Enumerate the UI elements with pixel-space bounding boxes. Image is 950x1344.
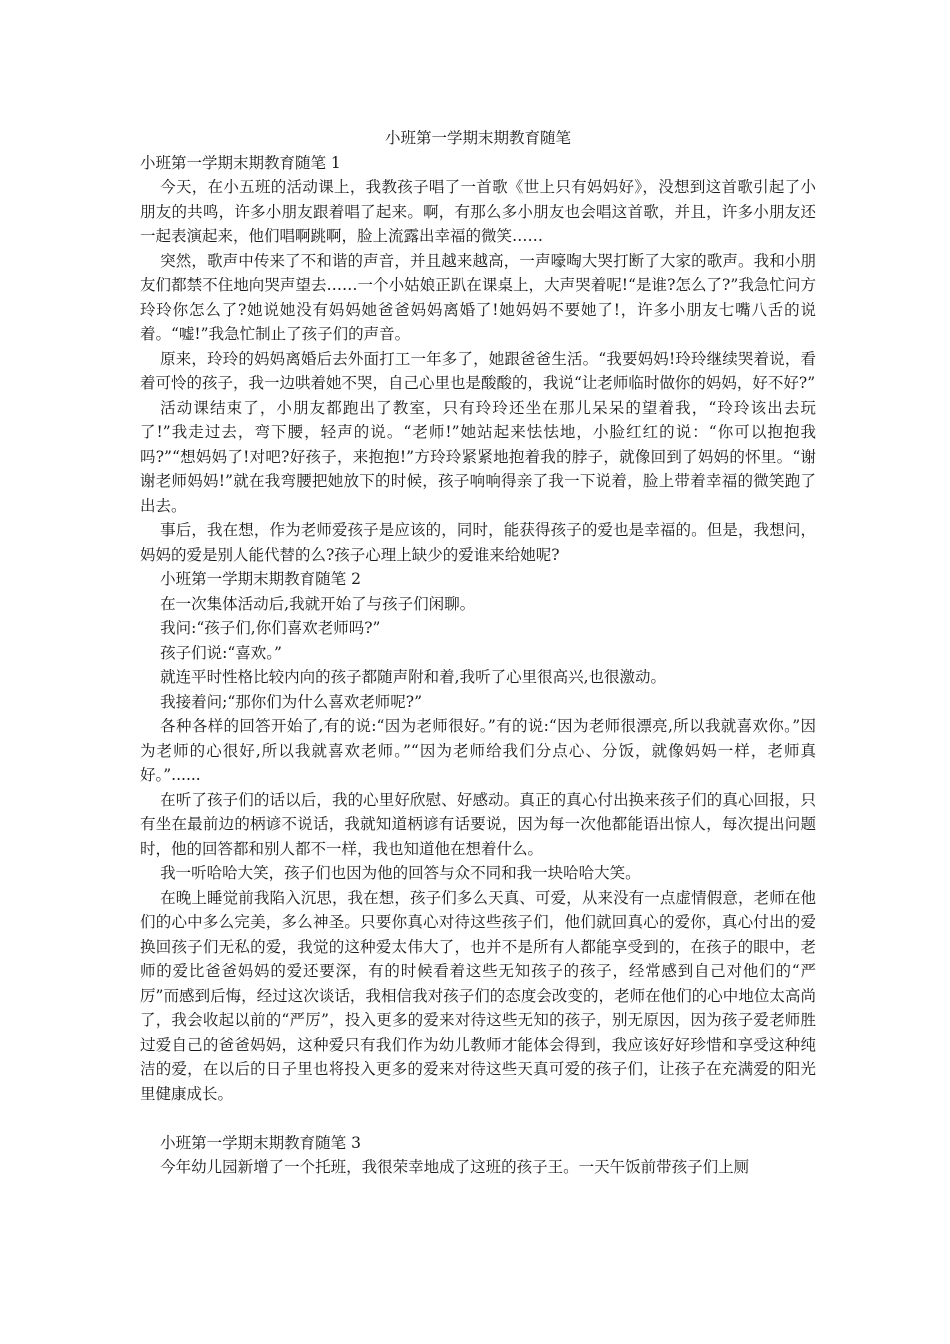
section-2-paragraph: 在听了孩子们的话以后，我的心里好欣慰、好感动。真正的真心付出换来孩子们的真心回报，只有坐在最前边的柄谚不说话，我就知道柄谚有话要说，因为每一次他都能语出惊人，每次提出问题时，他的回答都和别人都不一样，我也知道他在想着什么。	[140, 790, 816, 858]
section-2-paragraph: 在晚上睡觉前我陷入沉思，我在想，孩子们多么天真、可爱，从来没有一点虚情假意，老师在他们的心中多么完美，多么神圣。只要你真心对待这些孩子们，他们就回真心的爱你，真心付出的爱换回孩子们无私的爱，我觉的这种爱太伟大了，也并不是所有人都能享受到的，在孩子的眼中，老师的爱比爸爸妈妈的爱还要深，有的时候看着这些无知孩子的孩子，经常感到自己对他们的“严厉”而感到后悔，经过这次谈话，我相信我对孩子们的态度会改变的，老师在他们的心中地位太高尚了，我会收起以前的“严厉”，投入更多的爱来对待这些无知的孩子，别无原因，因为孩子爱老师胜过爱自己的爸爸妈妈，这种爱只有我们作为幼儿教师才能体会得到，我应该好好珍惜和享受这种纯洁的爱，在以后的日子里也将投入更多的爱来对待这些天真可爱的孩子们，让孩子在充满爱的阳光里健康成长。	[140, 888, 816, 1103]
document-title: 小班第一学期末期教育随笔	[384, 129, 571, 147]
section-2-paragraph: 在一次集体活动后,我就开始了与孩子们闲聊。	[160, 594, 476, 613]
section-2-paragraph: 我问:“孩子们,你们喜欢老师吗?”	[160, 619, 381, 637]
section-2-paragraph: 我接着问;“那你们为什么喜欢老师呢?”	[160, 692, 423, 711]
section-2-heading: 小班第一学期末期教育随笔 2	[160, 570, 361, 588]
section-1-paragraph: 活动课结束了，小朋友都跑出了教室，只有玲玲还坐在那儿呆呆的望着我，“玲玲该出去玩了!”我走过去，弯下腰，轻声的说。“老师!”她站起来怯怯地，小脸红红的说：“你可以抱抱我吗?”“想妈妈了!对吧?好孩子，来抱抱!”方玲玲紧紧地抱着我的脖子，就像回到了妈妈的怀里。“谢谢老师妈妈!”就在我弯腰把她放下的时候，孩子响响得亲了我一下说着，脸上带着幸福的微笑跑了出去。	[140, 398, 816, 515]
section-3-paragraph: 今年幼儿园新增了一个托班，我很荣幸地成了这班的孩子王。一天午饭前带孩子们上厕	[160, 1158, 750, 1176]
section-1-heading: 小班第一学期末期教育随笔 1	[140, 153, 341, 172]
section-2-paragraph: 我一听哈哈大笑，孩子们也因为他的回答与众不同和我一块哈哈大笑。	[160, 864, 641, 882]
section-2-paragraph: 各种各样的回答开始了,有的说:“因为老师很好。”有的说:“因为老师很漂亮,所以我就喜欢你。”因为老师的心很好,所以我就喜欢老师。”“因为老师给我们分点心、分饭，就像妈妈一样，老师真好。”......	[140, 717, 816, 784]
section-spacer	[140, 1106, 816, 1131]
section-1-paragraph: 突然，歌声中传来了不和谐的声音，并且越来越高，一声嚎啕大哭打断了大家的歌声。我和小朋友们都禁不住地向哭声望去……一个小姑娘正趴在课桌上，大声哭着呢!“是谁?怎么了?”我急忙问方玲玲你怎么了?她说她没有妈妈她爸爸妈妈离婚了!她妈妈不要她了!，许多小朋友七嘴八舌的说着。“嘘!”我急忙制止了孩子们的声音。	[140, 251, 816, 343]
section-1-paragraph: 事后，我在想，作为老师爱孩子是应该的，同时，能获得孩子的爱也是幸福的。但是，我想问，妈妈的爱是别人能代替的么?孩子心理上缺少的爱谁来给她呢?	[140, 521, 816, 564]
section-1-paragraph: 今天，在小五班的活动课上，我教孩子唱了一首歌《世上只有妈妈好》，没想到这首歌引起了小朋友的共鸣，许多小朋友跟着唱了起来。啊，有那么多小朋友也会唱这首歌，并且，许多小朋友还一起表演起来，他们唱啊跳啊，脸上流露出幸福的微笑……	[140, 178, 816, 245]
section-3-heading: 小班第一学期末期教育随笔 3	[160, 1133, 361, 1152]
section-2-paragraph: 就连平时性格比较内向的孩子都随声附和着,我听了心里很高兴,也很激动。	[160, 668, 666, 686]
section-2-paragraph: 孩子们说:“喜欢。”	[160, 643, 282, 662]
section-1-paragraph: 原来，玲玲的妈妈离婚后去外面打工一年多了，她跟爸爸生活。“我要妈妈!玲玲继续哭着说，看着可怜的孩子，我一边哄着她不哭，自己心里也是酸酸的，我说“让老师临时做你的妈妈，好不好?”	[140, 349, 816, 392]
document-body	[140, 126, 816, 1180]
